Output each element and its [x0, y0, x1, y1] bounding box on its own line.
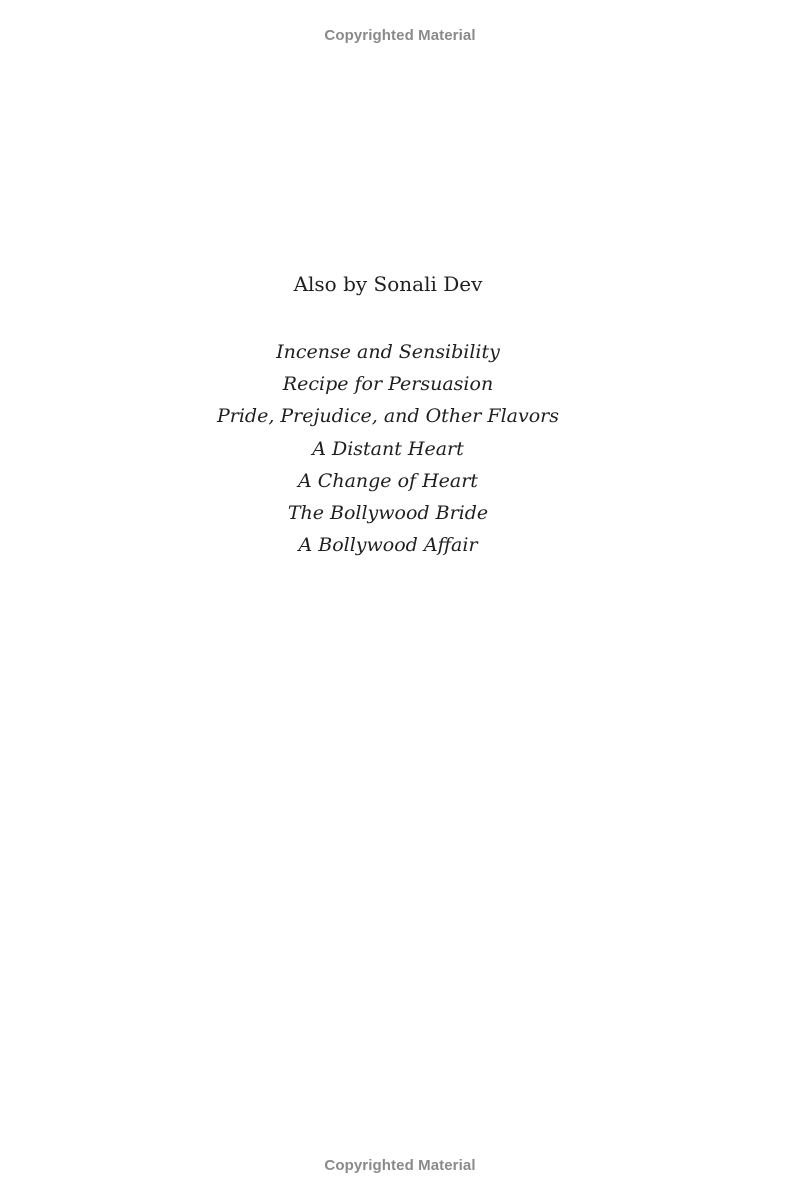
book-title: Incense and Sensibility — [276, 341, 500, 363]
book-list — [0, 336, 776, 561]
copyright-watermark-top: Copyrighted Material — [324, 27, 476, 44]
book-title: A Distant Heart — [312, 437, 464, 460]
book-title: A Change of Heart — [298, 469, 478, 492]
book-title: Pride, Prejudice, and Other Flavors — [216, 405, 560, 428]
book-title: A Bollywood Affair — [298, 534, 478, 557]
copyright-watermark-bottom: Copyrighted Material — [324, 1157, 476, 1174]
also-by-heading: Also by Sonali Dev — [293, 272, 483, 296]
book-title: The Bollywood Bride — [287, 501, 489, 524]
book-title: Recipe for Persuasion — [282, 373, 494, 396]
